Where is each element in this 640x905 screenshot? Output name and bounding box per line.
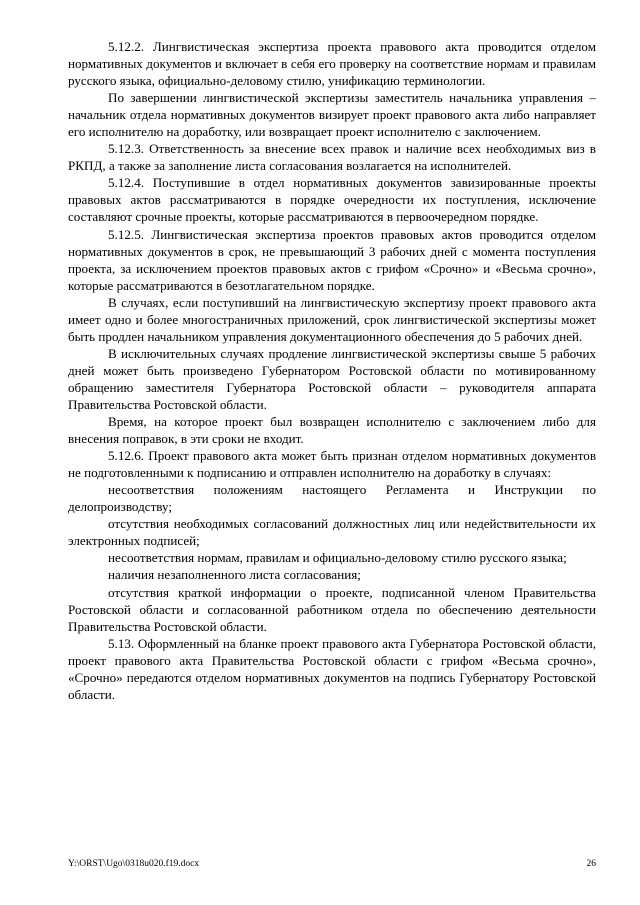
list-item-regulation-mismatch: несоответствия положениям настоящего Регламента и Инструкции по делопроизводству; (68, 482, 596, 515)
paragraph-5-12-4: 5.12.4. Поступившие в отдел нормативных документов завизированные проекты правовых актов рассматриваются в порядке очередности их поступления, исключение составляют срочные проекты, которые рассматриваются в первоочередном порядке. (68, 175, 596, 225)
document-body (68, 38, 596, 703)
paragraph-5-13: 5.13. Оформленный на бланке проект правового акта Губернатора Ростовской области, проект правового акта Правительства Ростовской области с грифом «Весьма срочно», «Срочно» передаются отделом нормативных документов на подпись Губернатору Ростовской области. (68, 635, 596, 702)
paragraph-multipage-appendix: В случаях, если поступивший на лингвистическую экспертизу проект правового акта имеет одно и более многостраничных приложений, срок лингвистической экспертизы может быть продлен начальником управления документационного обеспечения до 5 рабочих дней. (68, 294, 596, 344)
paragraph-expertise-completion: По завершении лингвистической экспертизы заместитель начальника управления – начальник отдела нормативных документов визирует проект правового акта либо направляет его исполнителю на доработку, или возвращает проект исполнителю с заключением. (68, 90, 596, 140)
page-footer (68, 857, 596, 871)
paragraph-exceptional-cases: В исключительных случаях продление лингвистической экспертизы свыше 5 рабочих дней может быть произведено Губернатором Ростовской области по мотивированному обращению заместителя Губернатора Ростовской области – руководителя аппарата Правительства Ростовской области. (68, 345, 596, 412)
paragraph-5-12-2: 5.12.2. Лингвистическая экспертиза проекта правового акта проводится отделом нормативных документов и включает в себя его проверку на соответствие нормам и правилам русского языка, официально-деловому стилю, унификацию терминологии. (68, 39, 596, 89)
page-number: 26 (586, 859, 596, 869)
paragraph-5-12-3: 5.12.3. Ответственность за внесение всех правок и наличие всех необходимых виз в РКПД, а также за заполнение листа согласования возлагается на исполнителей. (68, 141, 596, 174)
list-item-missing-approvals: отсутствия необходимых согласований должностных лиц или недействительности их электронных подписей; (68, 516, 596, 549)
footer-file-path: Y:\ORST\Ugo\0318u020.f19.docx (68, 859, 200, 869)
paragraph-5-12-5: 5.12.5. Лингвистическая экспертиза проектов правовых актов проводится отделом нормативных документов в срок, не превышающий 3 рабочих дней с момента поступления проекта, за исключением проектов правовых актов с грифом «Срочно» и «Весьма срочно», которые рассматриваются в безотлагательном порядке. (68, 226, 596, 293)
paragraph-returned-time: Время, на которое проект был возвращен исполнителю с заключением либо для внесения поправок, в эти сроки не входит. (68, 414, 596, 447)
paragraph-5-12-6: 5.12.6. Проект правового акта может быть признан отделом нормативных документов не подготовленными к подписанию и отправлен исполнителю на доработку в случаях: (68, 448, 596, 481)
list-item-language-mismatch: несоответствия нормам, правилам и официально-деловому стилю русского языка; (108, 550, 567, 566)
list-item-empty-approval-sheet: наличия незаполненного листа согласования; (108, 567, 361, 583)
list-item-missing-summary: отсутствия краткой информации о проекте, подписанной членом Правительства Ростовской области и согласованной работником отдела по обеспечению деятельности Правительства Ростовской области. (68, 584, 596, 634)
